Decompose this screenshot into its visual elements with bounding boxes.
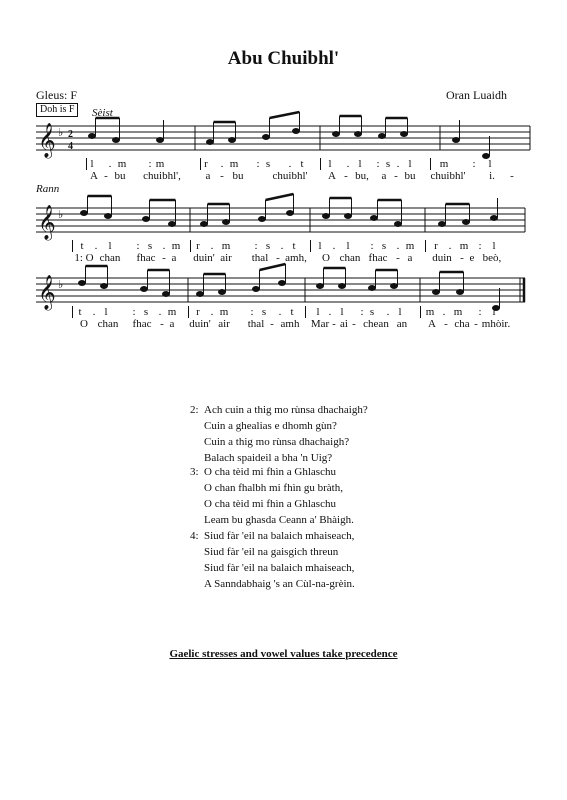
key-label: Gleus: F [36, 88, 78, 102]
verse-line: O cha tèid mi fhìn a Ghlaschu [204, 466, 336, 478]
svg-text:4: 4 [68, 141, 73, 152]
verse-line: Ach cuin a thig mo rùnsa dhachaigh? [204, 404, 368, 416]
source-label: Oran Luaidh [446, 88, 507, 102]
music-staff-1 [0, 120, 567, 160]
verse-line: Cuin a thig mo rùnsa dhachaigh? [204, 436, 350, 448]
svg-text:𝄞: 𝄞 [38, 205, 56, 240]
verse-number: 3: [190, 466, 199, 478]
verse-line: Balach spaideil a bha 'n Uig? [204, 452, 333, 464]
svg-text:♭: ♭ [58, 209, 64, 221]
lyrics-line-2: 1: O chan fhac - a duin' air thal - amh, O chan fhac - a duin - e beò, [74, 252, 502, 264]
verse-line: Leam bu ghasda Ceann a' Bhàigh. [204, 514, 354, 526]
solfa-line-3: t . l : s . m r . m : s . t l . l : s . l m . m : l [0, 306, 567, 320]
verse-line: Siud fàr 'eil na balaich mhaiseach, [204, 562, 355, 574]
verse-line: Siud fàr 'eil na gaisgich threun [204, 546, 339, 558]
verse-line: Cuin a ghealias e dhomh gùn? [204, 420, 337, 432]
section-label-seist: Sèist [92, 107, 113, 119]
svg-text:𝄞: 𝄞 [38, 275, 56, 310]
music-staff-2 [0, 202, 567, 242]
verse-4 [190, 528, 355, 592]
doh-box: Doh is F [36, 103, 78, 117]
footer-note: Gaelic stresses and vowel values take precedence [169, 648, 398, 660]
verse-number: 4: [190, 530, 199, 542]
lyrics-line-1: A - bu chuibhl', a - bu chuibhl' A - bu, a - bu chuibhl' i. - [90, 170, 514, 182]
verse-line: Siud fàr 'eil na balaich mhaiseach, [204, 530, 355, 542]
section-label-rann: Rann [36, 183, 60, 195]
verse-line: O chan fhalbh mi fhìn gu bràth, [204, 482, 343, 494]
verse-number: 2: [190, 404, 199, 416]
verse-3 [190, 464, 354, 528]
svg-text:2: 2 [68, 129, 73, 140]
verse-2 [190, 402, 368, 466]
solfa-line-1: l . m : m r . m : s . t l . l : s . l m : l [0, 158, 567, 172]
verse-line: A Sanndabhaig 's an Cùl-na-grèin. [204, 578, 355, 590]
song-title: Abu Chuibhl' [227, 48, 340, 69]
svg-text:♭: ♭ [58, 127, 64, 139]
svg-text:♭: ♭ [58, 279, 64, 291]
verse-line: O cha tèid mi fhìn a Ghlaschu [204, 498, 336, 510]
lyrics-line-3: O chan fhac - a duin' air thal - amh Mar - ai - chean an A - cha - mhòir. [80, 318, 511, 330]
solfa-line-2: t . l : s . m r . m : s . t l . l : s . m r . m : l [0, 240, 567, 254]
svg-text:𝄞: 𝄞 [38, 123, 56, 158]
